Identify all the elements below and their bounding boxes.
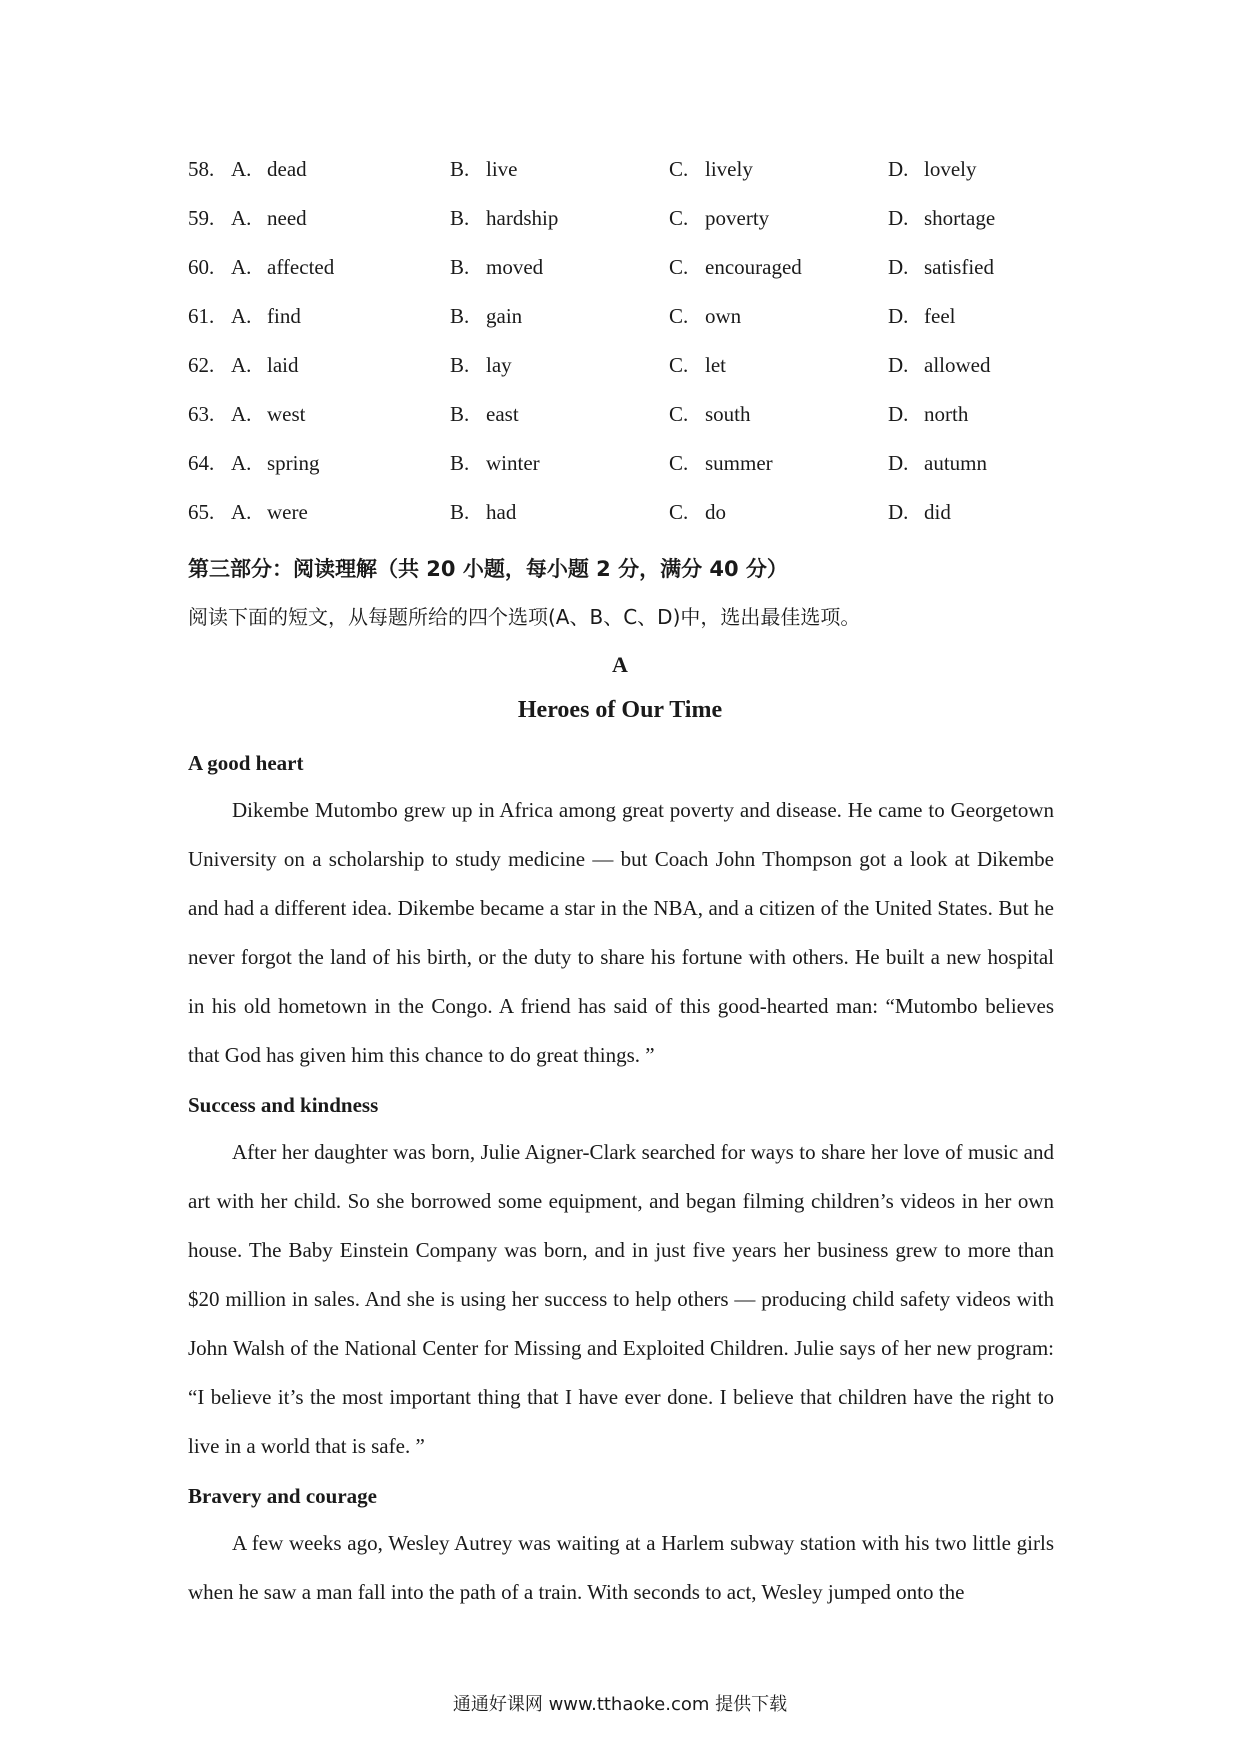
question-number: 62. (188, 353, 215, 377)
option-text: own (705, 304, 742, 328)
option-letter: A. (231, 157, 252, 181)
option-letter: A. (231, 451, 252, 475)
option-a (231, 304, 301, 329)
option-d (888, 255, 994, 280)
question-number: 59. (188, 206, 215, 230)
question-row (188, 157, 1068, 206)
option-d (888, 402, 968, 427)
paragraph: Dikembe Mutombo grew up in Africa among great poverty and disease. He came to Georgetown University on a scholarship to study medicine — but Coach John Thompson got a look at Dikembe and had a different idea. Dikembe became a star in the NBA, and a citizen of the United States. But he never forgot the land of his birth, or the duty to share his fortune with others. He built a new hospital in his old hometown in the Congo. A friend has said of this good-hearted man: “Mutombo believes that God has given him this chance to do great things. ” (188, 798, 1054, 1067)
option-c (669, 255, 802, 280)
subsection-heading: Success and kindness (188, 1093, 379, 1117)
option-a (231, 402, 306, 427)
section-instruction: 阅读下面的短文，从每题所给的四个选项(A、B、C、D)中，选出最佳选项。 (188, 605, 861, 629)
option-text: feel (924, 304, 956, 328)
option-letter: B. (450, 206, 470, 230)
question-number: 60. (188, 255, 215, 279)
question-row (188, 451, 1068, 500)
option-text: gain (486, 304, 523, 328)
question-number: 58. (188, 157, 215, 181)
option-text: autumn (924, 451, 987, 475)
option-letter: C. (669, 451, 689, 475)
option-letter: A. (231, 500, 252, 524)
option-text: let (705, 353, 726, 377)
option-text: west (267, 402, 306, 426)
option-text: north (924, 402, 969, 426)
passage-label: A (612, 652, 628, 677)
option-d (888, 353, 990, 378)
option-letter: D. (888, 206, 909, 230)
option-letter: A. (231, 255, 252, 279)
option-text: summer (705, 451, 773, 475)
question-number: 61. (188, 304, 215, 328)
option-text: find (267, 304, 301, 328)
option-b (450, 255, 543, 280)
option-d (888, 500, 951, 525)
option-text: need (267, 206, 307, 230)
option-a (231, 206, 307, 231)
option-letter: C. (669, 157, 689, 181)
option-c (669, 500, 726, 525)
question-number: 64. (188, 451, 215, 475)
option-letter: D. (888, 402, 909, 426)
option-letter: C. (669, 206, 689, 230)
option-text: spring (267, 451, 320, 475)
option-text: satisfied (924, 255, 994, 279)
option-letter: A. (231, 402, 252, 426)
option-letter: C. (669, 304, 689, 328)
passage-title: Heroes of Our Time (517, 697, 723, 723)
question-row (188, 255, 1068, 304)
option-d (888, 206, 995, 231)
option-letter: C. (669, 402, 689, 426)
option-c (669, 451, 773, 476)
option-letter: D. (888, 451, 909, 475)
option-b (450, 500, 516, 525)
option-b (450, 206, 558, 231)
option-letter: B. (450, 451, 470, 475)
page-footer: 通通好课网 www.tthaoke.com 提供下载 (452, 1694, 788, 1715)
option-text: allowed (924, 353, 991, 377)
option-letter: B. (450, 500, 470, 524)
option-a (231, 353, 299, 378)
option-letter: A. (231, 304, 252, 328)
option-text: affected (267, 255, 335, 279)
option-d (888, 304, 955, 329)
option-letter: B. (450, 304, 470, 328)
option-a (231, 157, 307, 182)
option-b (450, 353, 512, 378)
subsection-heading: A good heart (188, 751, 304, 775)
option-b (450, 157, 518, 182)
paragraph: A few weeks ago, Wesley Autrey was waiting at a Harlem subway station with his two little girls when he saw a man fall into the path of a train. With seconds to act, Wesley jumped onto the (188, 1531, 1054, 1604)
paragraph: After her daughter was born, Julie Aigner-Clark searched for ways to share her love of music and art with her child. So she borrowed some equipment, and began filming children’s videos in her own house. The Baby Einstein Company was born, and in just five years her business grew to more than $20 million in sales. And she is using her success to help others — producing child safety videos with John Walsh of the National Center for Missing and Exploited Children. Julie says of her new program: “I believe it’s the most important thing that I have ever done. I believe that children have the right to live in a world that is safe. ” (188, 1140, 1054, 1458)
option-letter: C. (669, 255, 689, 279)
option-text: laid (267, 353, 299, 377)
option-b (450, 304, 522, 329)
option-letter: D. (888, 500, 909, 524)
question-row (188, 353, 1068, 402)
option-letter: C. (669, 353, 689, 377)
option-text: shortage (924, 206, 996, 230)
option-letter: C. (669, 500, 689, 524)
option-text: winter (486, 451, 540, 475)
section-title: 第三部分：阅读理解（共 20 小题，每小题 2 分，满分 40 分） (188, 557, 788, 581)
question-row (188, 500, 1068, 549)
option-b (450, 451, 540, 476)
subsection-heading: Bravery and courage (188, 1484, 377, 1508)
option-text: live (486, 157, 518, 181)
option-letter: B. (450, 255, 470, 279)
option-letter: D. (888, 157, 909, 181)
option-letter: B. (450, 353, 470, 377)
option-letter: D. (888, 304, 909, 328)
option-text: do (705, 500, 726, 524)
option-c (669, 304, 741, 329)
option-text: hardship (486, 206, 559, 230)
option-text: encouraged (705, 255, 802, 279)
option-text: did (924, 500, 951, 524)
question-number: 63. (188, 402, 215, 426)
option-a (231, 451, 320, 476)
option-letter: A. (231, 353, 252, 377)
option-text: east (486, 402, 519, 426)
option-text: south (705, 402, 751, 426)
option-text: moved (486, 255, 544, 279)
option-c (669, 353, 726, 378)
option-text: were (267, 500, 308, 524)
option-a (231, 255, 334, 280)
option-text: had (486, 500, 517, 524)
option-b (450, 402, 519, 427)
option-text: lay (486, 353, 512, 377)
option-d (888, 451, 987, 476)
option-text: dead (267, 157, 307, 181)
option-text: lovely (924, 157, 977, 181)
option-text: poverty (705, 206, 770, 230)
choice-questions (188, 157, 1068, 549)
option-d (888, 157, 977, 182)
option-letter: D. (888, 255, 909, 279)
question-row (188, 402, 1068, 451)
option-letter: D. (888, 353, 909, 377)
option-letter: A. (231, 206, 252, 230)
option-text: lively (705, 157, 753, 181)
option-c (669, 402, 751, 427)
option-c (669, 206, 769, 231)
option-c (669, 157, 753, 182)
question-row (188, 206, 1068, 255)
option-a (231, 500, 308, 525)
option-letter: B. (450, 157, 470, 181)
option-letter: B. (450, 402, 470, 426)
question-number: 65. (188, 500, 215, 524)
question-row (188, 304, 1068, 353)
